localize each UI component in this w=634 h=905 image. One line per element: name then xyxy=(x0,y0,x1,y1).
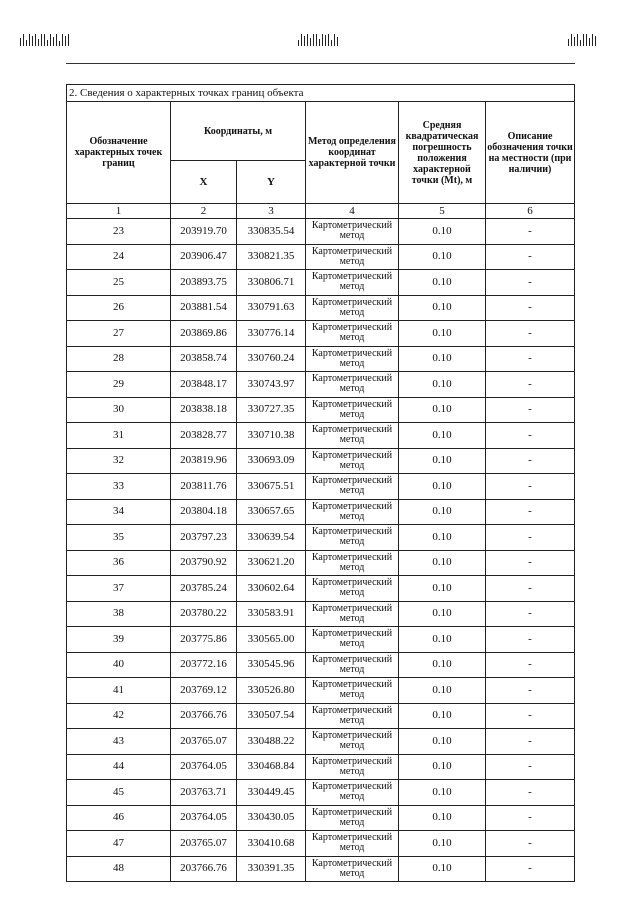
description-cell: - xyxy=(486,346,575,372)
barcode-icon xyxy=(20,34,71,46)
description-cell: - xyxy=(486,678,575,704)
accuracy-cell: 0.10 xyxy=(399,372,486,398)
table-row xyxy=(67,525,575,551)
point-cell: 32 xyxy=(67,448,171,474)
method-cell: Картометрический метод xyxy=(306,448,399,474)
method-cell: Картометрический метод xyxy=(306,856,399,882)
method-cell: Картометрический метод xyxy=(306,397,399,423)
accuracy-cell: 0.10 xyxy=(399,499,486,525)
method-cell: Картометрический метод xyxy=(306,831,399,857)
accuracy-cell: 0.10 xyxy=(399,474,486,500)
description-cell: - xyxy=(486,703,575,729)
accuracy-cell: 0.10 xyxy=(399,780,486,806)
x-coordinate-cell: 203765.07 xyxy=(171,831,237,857)
point-cell: 26 xyxy=(67,295,171,321)
method-cell: Картометрический метод xyxy=(306,627,399,653)
x-coordinate-cell: 203790.92 xyxy=(171,550,237,576)
x-coordinate-cell: 203804.18 xyxy=(171,499,237,525)
method-cell: Картометрический метод xyxy=(306,295,399,321)
accuracy-cell: 0.10 xyxy=(399,831,486,857)
method-cell: Картометрический метод xyxy=(306,270,399,296)
x-coordinate-cell: 203765.07 xyxy=(171,729,237,755)
y-coordinate-cell: 330468.84 xyxy=(237,754,306,780)
y-coordinate-cell: 330449.45 xyxy=(237,780,306,806)
method-cell: Картометрический метод xyxy=(306,601,399,627)
y-coordinate-cell: 330526.80 xyxy=(237,678,306,704)
table-row xyxy=(67,729,575,755)
description-cell: - xyxy=(486,423,575,449)
column-number: 3 xyxy=(237,204,306,219)
method-cell: Картометрический метод xyxy=(306,372,399,398)
point-cell: 34 xyxy=(67,499,171,525)
accuracy-cell: 0.10 xyxy=(399,397,486,423)
point-cell: 41 xyxy=(67,678,171,704)
y-coordinate-cell: 330602.64 xyxy=(237,576,306,602)
x-coordinate-cell: 203769.12 xyxy=(171,678,237,704)
table-row xyxy=(67,397,575,423)
method-cell: Картометрический метод xyxy=(306,652,399,678)
x-coordinate-cell: 203763.71 xyxy=(171,780,237,806)
x-coordinate-cell: 203785.24 xyxy=(171,576,237,602)
y-coordinate-cell: 330391.35 xyxy=(237,856,306,882)
header-y: Y xyxy=(237,161,306,204)
description-cell: - xyxy=(486,397,575,423)
accuracy-cell: 0.10 xyxy=(399,856,486,882)
point-cell: 39 xyxy=(67,627,171,653)
description-cell: - xyxy=(486,754,575,780)
point-cell: 35 xyxy=(67,525,171,551)
accuracy-cell: 0.10 xyxy=(399,754,486,780)
description-cell: - xyxy=(486,856,575,882)
point-cell: 28 xyxy=(67,346,171,372)
y-coordinate-cell: 330507.54 xyxy=(237,703,306,729)
boundary-points-table xyxy=(66,84,575,882)
header-divider xyxy=(66,63,575,64)
accuracy-cell: 0.10 xyxy=(399,295,486,321)
point-cell: 36 xyxy=(67,550,171,576)
x-coordinate-cell: 203828.77 xyxy=(171,423,237,449)
y-coordinate-cell: 330760.24 xyxy=(237,346,306,372)
y-coordinate-cell: 330639.54 xyxy=(237,525,306,551)
point-cell: 23 xyxy=(67,219,171,245)
method-cell: Картометрический метод xyxy=(306,550,399,576)
table-row xyxy=(67,678,575,704)
point-cell: 29 xyxy=(67,372,171,398)
description-cell: - xyxy=(486,270,575,296)
description-cell: - xyxy=(486,576,575,602)
x-coordinate-cell: 203919.70 xyxy=(171,219,237,245)
method-cell: Картометрический метод xyxy=(306,474,399,500)
accuracy-cell: 0.10 xyxy=(399,550,486,576)
x-coordinate-cell: 203780.22 xyxy=(171,601,237,627)
description-cell: - xyxy=(486,244,575,270)
description-cell: - xyxy=(486,448,575,474)
x-coordinate-cell: 203764.05 xyxy=(171,754,237,780)
table-row xyxy=(67,423,575,449)
point-cell: 48 xyxy=(67,856,171,882)
x-coordinate-cell: 203819.96 xyxy=(171,448,237,474)
table-row xyxy=(67,474,575,500)
method-cell: Картометрический метод xyxy=(306,576,399,602)
description-cell: - xyxy=(486,550,575,576)
x-coordinate-cell: 203797.23 xyxy=(171,525,237,551)
y-coordinate-cell: 330657.65 xyxy=(237,499,306,525)
accuracy-cell: 0.10 xyxy=(399,805,486,831)
table-row xyxy=(67,448,575,474)
y-coordinate-cell: 330791.63 xyxy=(237,295,306,321)
table-row xyxy=(67,805,575,831)
point-cell: 38 xyxy=(67,601,171,627)
method-cell: Картометрический метод xyxy=(306,729,399,755)
point-cell: 37 xyxy=(67,576,171,602)
header-description: Описание обозначения точки на местности (при наличии) xyxy=(486,102,575,204)
accuracy-cell: 0.10 xyxy=(399,321,486,347)
accuracy-cell: 0.10 xyxy=(399,601,486,627)
method-cell: Картометрический метод xyxy=(306,423,399,449)
accuracy-cell: 0.10 xyxy=(399,678,486,704)
point-cell: 30 xyxy=(67,397,171,423)
accuracy-cell: 0.10 xyxy=(399,346,486,372)
table-row xyxy=(67,550,575,576)
table-row xyxy=(67,627,575,653)
table-row xyxy=(67,754,575,780)
accuracy-cell: 0.10 xyxy=(399,270,486,296)
point-cell: 42 xyxy=(67,703,171,729)
x-coordinate-cell: 203906.47 xyxy=(171,244,237,270)
column-number: 4 xyxy=(306,204,399,219)
method-cell: Картометрический метод xyxy=(306,703,399,729)
y-coordinate-cell: 330693.09 xyxy=(237,448,306,474)
x-coordinate-cell: 203775.86 xyxy=(171,627,237,653)
header-x: X xyxy=(171,161,237,204)
point-cell: 44 xyxy=(67,754,171,780)
y-coordinate-cell: 330710.38 xyxy=(237,423,306,449)
accuracy-cell: 0.10 xyxy=(399,423,486,449)
accuracy-cell: 0.10 xyxy=(399,729,486,755)
y-coordinate-cell: 330776.14 xyxy=(237,321,306,347)
barcode-icon xyxy=(568,34,598,46)
method-cell: Картометрический метод xyxy=(306,754,399,780)
table-row xyxy=(67,831,575,857)
point-cell: 46 xyxy=(67,805,171,831)
table-row xyxy=(67,295,575,321)
point-cell: 47 xyxy=(67,831,171,857)
column-number: 6 xyxy=(486,204,575,219)
table-row xyxy=(67,372,575,398)
column-number: 5 xyxy=(399,204,486,219)
x-coordinate-cell: 203893.75 xyxy=(171,270,237,296)
point-cell: 40 xyxy=(67,652,171,678)
description-cell: - xyxy=(486,729,575,755)
description-cell: - xyxy=(486,474,575,500)
header-method: Метод определения координат характерной точки xyxy=(306,102,399,204)
method-cell: Картометрический метод xyxy=(306,244,399,270)
table-row xyxy=(67,219,575,245)
method-cell: Картометрический метод xyxy=(306,805,399,831)
method-cell: Картометрический метод xyxy=(306,346,399,372)
table-row xyxy=(67,499,575,525)
point-cell: 33 xyxy=(67,474,171,500)
y-coordinate-cell: 330821.35 xyxy=(237,244,306,270)
point-cell: 43 xyxy=(67,729,171,755)
column-number: 1 xyxy=(67,204,171,219)
table-row xyxy=(67,244,575,270)
accuracy-cell: 0.10 xyxy=(399,652,486,678)
description-cell: - xyxy=(486,627,575,653)
method-cell: Картометрический метод xyxy=(306,525,399,551)
y-coordinate-cell: 330488.22 xyxy=(237,729,306,755)
description-cell: - xyxy=(486,780,575,806)
point-cell: 24 xyxy=(67,244,171,270)
y-coordinate-cell: 330430.05 xyxy=(237,805,306,831)
barcode-icon xyxy=(298,34,340,46)
header-coordinates: Координаты, м xyxy=(171,102,306,161)
y-coordinate-cell: 330806.71 xyxy=(237,270,306,296)
table-row xyxy=(67,652,575,678)
description-cell: - xyxy=(486,831,575,857)
method-cell: Картометрический метод xyxy=(306,780,399,806)
description-cell: - xyxy=(486,525,575,551)
description-cell: - xyxy=(486,219,575,245)
y-coordinate-cell: 330545.96 xyxy=(237,652,306,678)
y-coordinate-cell: 330410.68 xyxy=(237,831,306,857)
table-row xyxy=(67,576,575,602)
y-coordinate-cell: 330583.91 xyxy=(237,601,306,627)
description-cell: - xyxy=(486,372,575,398)
description-cell: - xyxy=(486,295,575,321)
y-coordinate-cell: 330565.00 xyxy=(237,627,306,653)
y-coordinate-cell: 330675.51 xyxy=(237,474,306,500)
table-body xyxy=(67,219,575,882)
x-coordinate-cell: 203869.86 xyxy=(171,321,237,347)
x-coordinate-cell: 203848.17 xyxy=(171,372,237,398)
y-coordinate-cell: 330835.54 xyxy=(237,219,306,245)
description-cell: - xyxy=(486,321,575,347)
method-cell: Картометрический метод xyxy=(306,678,399,704)
table-row xyxy=(67,703,575,729)
point-cell: 31 xyxy=(67,423,171,449)
x-coordinate-cell: 203766.76 xyxy=(171,703,237,729)
method-cell: Картометрический метод xyxy=(306,499,399,525)
x-coordinate-cell: 203764.05 xyxy=(171,805,237,831)
x-coordinate-cell: 203881.54 xyxy=(171,295,237,321)
header-accuracy: Средняя квадратическая погрешность положения характерной точки (Mt), м xyxy=(399,102,486,204)
x-coordinate-cell: 203811.76 xyxy=(171,474,237,500)
table-row xyxy=(67,346,575,372)
table-row xyxy=(67,780,575,806)
description-cell: - xyxy=(486,601,575,627)
x-coordinate-cell: 203838.18 xyxy=(171,397,237,423)
column-number: 2 xyxy=(171,204,237,219)
x-coordinate-cell: 203766.76 xyxy=(171,856,237,882)
method-cell: Картометрический метод xyxy=(306,321,399,347)
description-cell: - xyxy=(486,652,575,678)
table-row xyxy=(67,601,575,627)
point-cell: 27 xyxy=(67,321,171,347)
accuracy-cell: 0.10 xyxy=(399,219,486,245)
y-coordinate-cell: 330743.97 xyxy=(237,372,306,398)
y-coordinate-cell: 330621.20 xyxy=(237,550,306,576)
description-cell: - xyxy=(486,499,575,525)
table-row xyxy=(67,321,575,347)
header-point-designation: Обозначение характерных точек границ xyxy=(67,102,171,204)
accuracy-cell: 0.10 xyxy=(399,576,486,602)
method-cell: Картометрический метод xyxy=(306,219,399,245)
description-cell: - xyxy=(486,805,575,831)
table-row xyxy=(67,270,575,296)
point-cell: 25 xyxy=(67,270,171,296)
section-title: 2. Сведения о характерных точках границ объекта xyxy=(67,85,575,102)
accuracy-cell: 0.10 xyxy=(399,703,486,729)
accuracy-cell: 0.10 xyxy=(399,244,486,270)
accuracy-cell: 0.10 xyxy=(399,627,486,653)
table-row xyxy=(67,856,575,882)
accuracy-cell: 0.10 xyxy=(399,448,486,474)
x-coordinate-cell: 203858.74 xyxy=(171,346,237,372)
x-coordinate-cell: 203772.16 xyxy=(171,652,237,678)
y-coordinate-cell: 330727.35 xyxy=(237,397,306,423)
point-cell: 45 xyxy=(67,780,171,806)
accuracy-cell: 0.10 xyxy=(399,525,486,551)
